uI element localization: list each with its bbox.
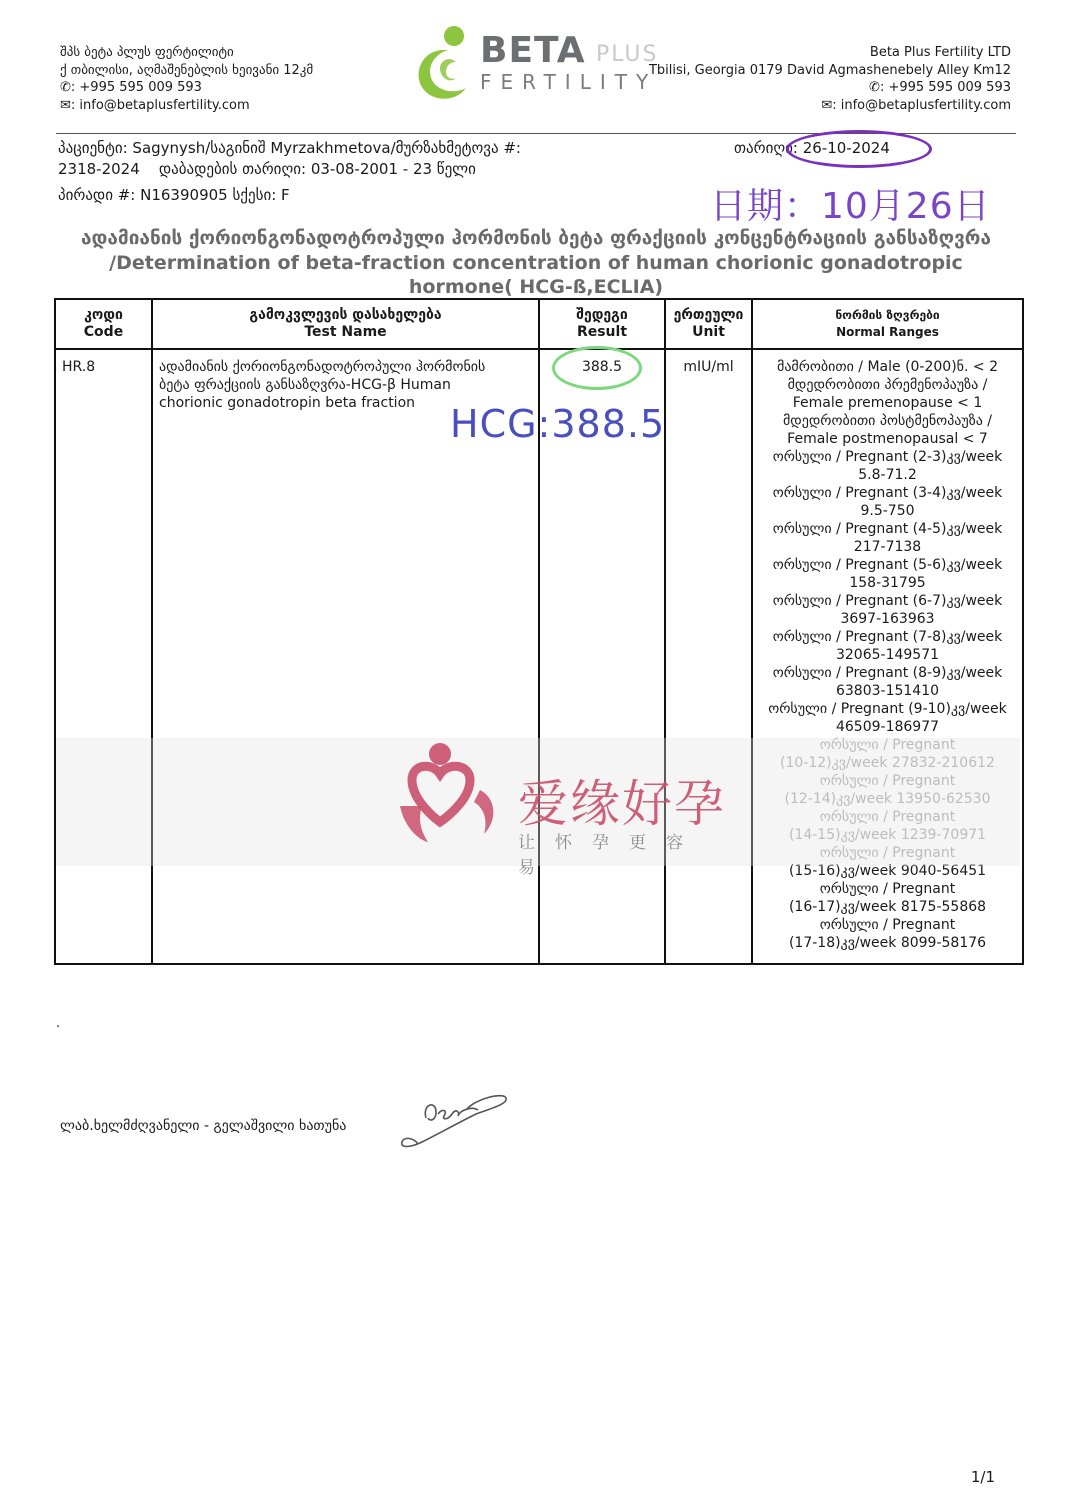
report-title-en-1: /Determination of beta-fraction concentration of human chorionic gonadotropic (109, 251, 963, 274)
beta-plus-logo (410, 22, 680, 104)
cell-code: HR.8 (55, 349, 152, 964)
clinic-address-en: Tbilisi, Georgia 0179 David Agmashenebely Alley Km12 (648, 62, 1011, 78)
header-normal-ranges: ნორმის ზღვრები Normal Ranges (752, 299, 1023, 349)
clinic-name-en: Beta Plus Fertility LTD (869, 45, 1011, 60)
table-header-row (55, 299, 1023, 349)
header-unit: ერთეული Unit (665, 299, 752, 349)
patient-name: პაციენტი: Sagynysh/საგინიშ Myrzakhmetova/მურზახმეტოვა #: (58, 139, 521, 157)
clinic-info-english (649, 44, 1011, 114)
page-number: 1/1 (970, 1468, 995, 1486)
watermark-title: 爱缘好孕 (518, 775, 726, 833)
report-title (50, 226, 1022, 300)
watermark (392, 736, 737, 878)
clinic-email-ka: ✉: info@betaplusfertility.com (60, 97, 250, 113)
patient-birthdate: 2318-2024 დაბადების თარიღი: 03-08-2001 - 23 წელი (58, 160, 476, 178)
date-highlight-ellipse (786, 130, 932, 168)
signature-icon (396, 1090, 512, 1156)
clinic-phone-en: ✆: +995 595 009 593 (869, 80, 1011, 95)
header-result: შედეგი Result (539, 299, 665, 349)
date-annotation: 日期：10月26日 (710, 186, 991, 227)
watermark-heart-icon (392, 736, 504, 848)
clinic-info-georgian (60, 44, 313, 114)
result-highlight-circle (552, 346, 642, 390)
hcg-annotation: HCG:388.5 (450, 402, 666, 446)
logo-mark-icon (410, 22, 480, 104)
clinic-phone-ka: ✆: +995 595 009 593 (60, 80, 202, 95)
cell-result: 388.5 (539, 349, 665, 964)
logo-plus: PLUS (596, 42, 659, 67)
report-title-ka: ადამიანის ქორიონგონადოტროპული ჰორმონის ბეტა ფრაქციის კონცენტრაციის განსაზღვრა (81, 227, 991, 249)
clinic-email-en: ✉: info@betaplusfertility.com (821, 97, 1011, 113)
clinic-name-ka: შპს ბეტა პლუს ფერტილიტი (60, 45, 234, 60)
header-code: კოდი Code (55, 299, 152, 349)
cell-normal-ranges: მამრობითი / Male (0-200)ნ. < 2 მდედრობითი პრემენოპაუზა / Female premenopause < 1 მდედრობითი პოსტმენოპაუზა / Female postmenopausal < 7 ორსული / Pregnant (2-3)კვ/week 5.8-71.2 ორსული / Pregnant (3-4)კვ/week 9.5-750 ორსული / Pregnant (4-5)კვ/week 217-7138 ორსული / Pregnant (5-6)კვ/week 158-31795 ორსული / Pregnant (6-7)კვ/week 3697-163963 ორსული / Pregnant (7-8)კვ/week 32065-149571 ორსული / Pregnant (8-9)კვ/week 63803-151410 ორსული / Pregnant (9-10)კვ/week 46509-186977 ორსული / Pregnant (10-12)კვ/week 27832-210612 ორსული / Pregnant (12-14)კვ/week 13950-62530 ორსული / Pregnant (14-15)კვ/week 1239-70971 ორსული / Pregnant (15-16)კვ/week 9040-56451 ორსული / Pregnant (16-17)კვ/week 8175-55868 ორსული / Pregnant (17-18)კვ/week 8099-58176 (752, 349, 1023, 964)
logo-fertility: FERTILITY (480, 70, 658, 94)
watermark-subtitle: 让怀孕更容易 (518, 833, 703, 878)
cell-unit: mIU/ml (665, 349, 752, 964)
clinic-address-ka: ქ თბილისი, აღმაშენებლის ხეივანი 12კმ (60, 62, 314, 78)
lab-head-label: ლაბ.ხელმძღვანელი - გელაშვილი ხათუნა (60, 1118, 347, 1134)
patient-id: პირადი #: N16390905 სქესი: F (58, 186, 290, 204)
cell-test-name: ადამიანის ქორიონგონადოტროპული ჰორმონის ბეტა ფრაქციის განსაზღვრა-HCG-β Human chorionic gonadotropin beta fraction (152, 349, 539, 964)
report-date: თარიღი: 26-10-2024 (734, 139, 890, 157)
footer-dot: . (56, 1016, 61, 1031)
header-test-name: გამოკვლევის დასახელება Test Name (152, 299, 539, 349)
logo-word: BETA (480, 30, 586, 71)
report-title-en-2: hormone( HCG-ß,ECLIA) (408, 276, 664, 298)
